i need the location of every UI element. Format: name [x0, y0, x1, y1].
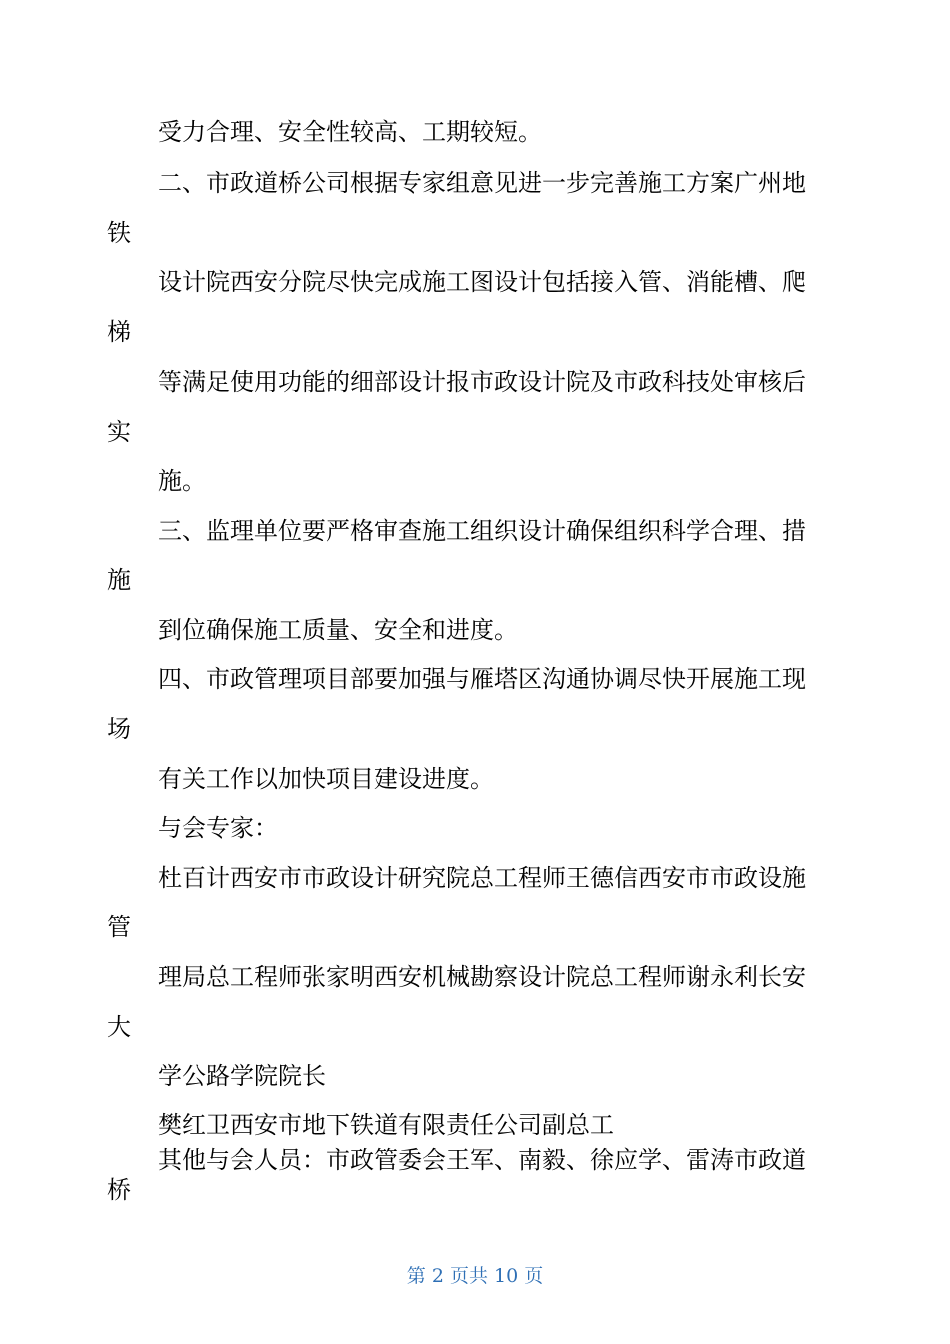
text-line: 管	[107, 913, 131, 941]
text-line: 二、市政道桥公司根据专家组意见进一步完善施工方案广州地	[158, 169, 806, 197]
text-line: 四、市政管理项目部要加强与雁塔区沟通协调尽快开展施工现	[158, 665, 806, 693]
text-line: 到位确保施工质量、安全和进度。	[158, 616, 518, 644]
page-number-footer: 第 2 页共 10 页	[406, 1265, 544, 1287]
text-line: 樊红卫西安市地下铁道有限责任公司副总工	[158, 1111, 614, 1139]
text-line: 杜百计西安市市政设计研究院总工程师王德信西安市市政设施	[158, 864, 806, 892]
text-line: 场	[107, 715, 131, 743]
text-line: 有关工作以加快项目建设进度。	[158, 765, 494, 793]
text-line: 理局总工程师张家明西安机械勘察设计院总工程师谢永利长安	[158, 963, 806, 991]
text-line: 设计院西安分院尽快完成施工图设计包括接入管、消能槽、爬	[158, 268, 806, 296]
text-line: 其他与会人员：市政管委会王军、南毅、徐应学、雷涛市政道	[158, 1146, 806, 1174]
text-line: 三、监理单位要严格审查施工组织设计确保组织科学合理、措	[158, 517, 806, 545]
text-line: 梯	[107, 318, 131, 346]
text-line: 桥	[107, 1176, 131, 1204]
text-line: 受力合理、安全性较高、工期较短。	[158, 118, 542, 146]
text-line: 施。	[158, 467, 206, 495]
text-line: 实	[107, 418, 131, 446]
text-line: 学公路学院院长	[158, 1062, 326, 1090]
text-line: 等满足使用功能的细部设计报市政设计院及市政科技处审核后	[158, 368, 806, 396]
text-line: 大	[107, 1013, 131, 1041]
text-line: 铁	[107, 219, 131, 247]
text-line: 施	[107, 566, 131, 594]
text-line: 与会专家：	[158, 814, 278, 842]
